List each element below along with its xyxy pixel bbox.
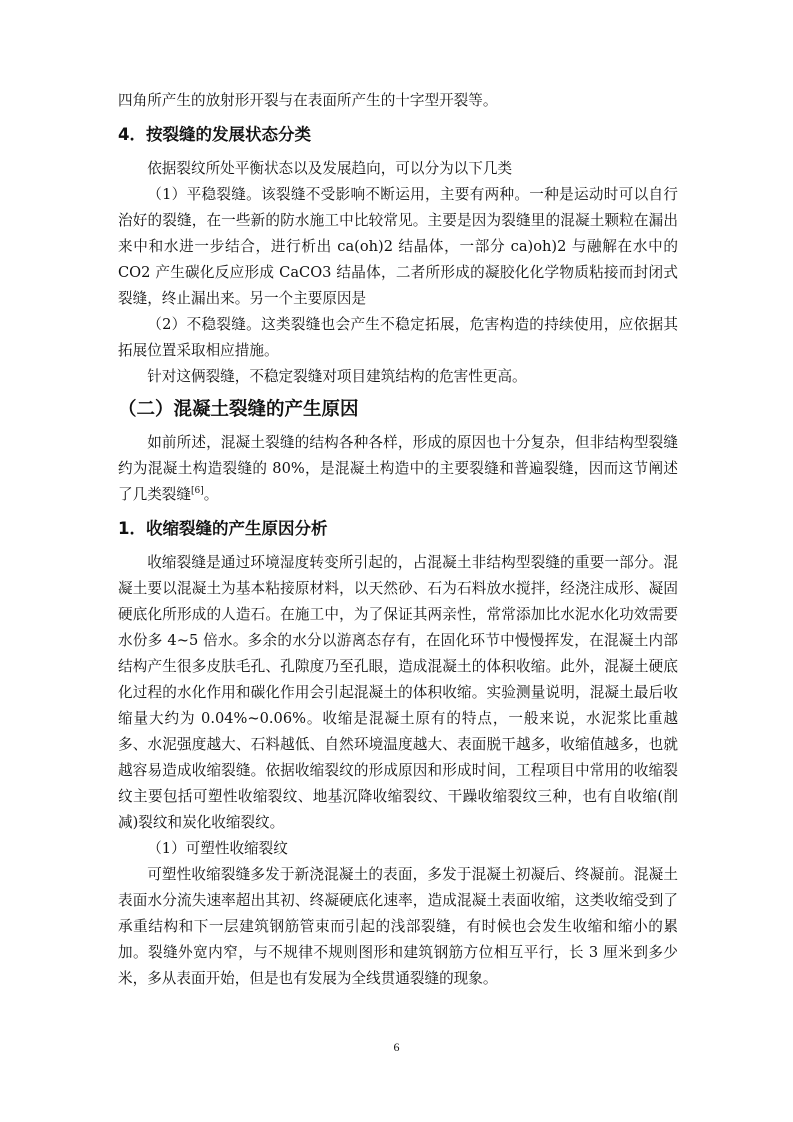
paragraph-causes <box>118 430 678 508</box>
section-heading-4: 4．按裂缝的发展状态分类 <box>118 125 311 144</box>
paragraph-plastic: 可塑性收缩裂缝多发于新浇混凝土的表面，多发于混凝土初凝后、终凝前。混凝土表面水分流失速率超出其初、终凝硬底化速率，造成混凝土表面收缩，这类收缩受到了承重结构和下一层建筑钢筋管束而引起的浅部裂缝，有时候也会发生收缩和缩小的累加。裂缝外宽内窄，与不规律不规则图形和建筑钢筋方位相互平行，长 3 厘米到多少米，多从表面开始，但是也有发展为全线贯通裂缝的现象。 <box>118 866 678 987</box>
paragraph-unstable-crack: （2）不稳裂缝。这类裂缝也会产生不稳定拓展，危害构造的持续使用，应依据其拓展位置采取相应措施。 <box>118 316 678 359</box>
paragraph-causes-text: 如前所述，混凝土裂缝的结构各种各样，形成的原因也十分复杂，但非结构型裂缝约为混凝土构造裂缝的 80%，是混凝土构造中的主要裂缝和普遍裂缝，因而这节阐述了几类裂缝 <box>118 434 678 503</box>
paragraph-causes-end: 。 <box>203 486 219 503</box>
page-number: 6 <box>393 1040 400 1054</box>
subheading-plastic: （1）可塑性收缩裂纹 <box>147 840 288 857</box>
paragraph-stable-crack: （1）平稳裂缝。该裂缝不受影响不断运用，主要有两种。一种是运动时可以自行治好的裂缝，在一些新的防水施工中比较常见。主要是因为裂缝里的混凝土颗粒在漏出来中和水进一步结合，进行析出 ca(oh)2 结晶体，一部分 ca)oh)2 与融解在水中的 CO2 产生碳化反应形成 CaCO3 结晶体，二者所形成的凝胶化化学物质粘接而封闭式裂缝，终止漏出来。另一个主要原因是 <box>118 186 678 307</box>
paragraph-intro: 依据裂纹所处平衡状态以及发展趋向，可以分为以下几类 <box>147 160 513 177</box>
document-page <box>118 88 678 992</box>
chapter-heading: （二）混凝土裂缝的产生原因 <box>118 399 359 420</box>
section-heading-1: 1．收缩裂缝的产生原因分析 <box>118 519 328 538</box>
paragraph-shrinkage: 收缩裂缝是通过环境湿度转变所引起的，占混凝土非结构型裂缝的重要一部分。混凝土要以混凝土为基本粘接原材料，以天然砂、石为石料放水搅拌，经浇注成形、凝固硬底化所形成的人造石。在施工中，为了保证其两亲性，常常添加比水泥水化功效需要水份多 4~5 倍水。多余的水分以游离态存有，在固化环节中慢慢挥发，在混凝土内部结构产生很多皮肤毛孔、孔隙度乃至孔眼，造成混凝土的体积收缩。此外，混凝土硬底化过程的水化作用和碳化作用会引起混凝土的体积收缩。实验测量说明，混凝土最后收缩量大约为 0.04%~0.06%。收缩是混凝土原有的特点，一般来说，水泥浆比重越多、水泥强度越大、石料越低、自然环境温度越大、表面脱干越多，收缩值越多，也就越容易造成收缩裂缝。依据收缩裂纹的形成原因和形成时间，工程项目中常用的收缩裂纹主要包括可塑性收缩裂纹、地基沉降收缩裂纹、干躁收缩裂纹三种，也有自收缩(削减)裂纹和炭化收缩裂纹。 <box>118 554 678 831</box>
citation-ref: [6] <box>190 486 204 497</box>
paragraph-summary: 针对这俩裂缝，不稳定裂缝对项目建筑结构的危害性更高。 <box>147 368 527 385</box>
paragraph-continuation: 四角所产生的放射形开裂与在表面所产生的十字型开裂等。 <box>118 92 498 109</box>
